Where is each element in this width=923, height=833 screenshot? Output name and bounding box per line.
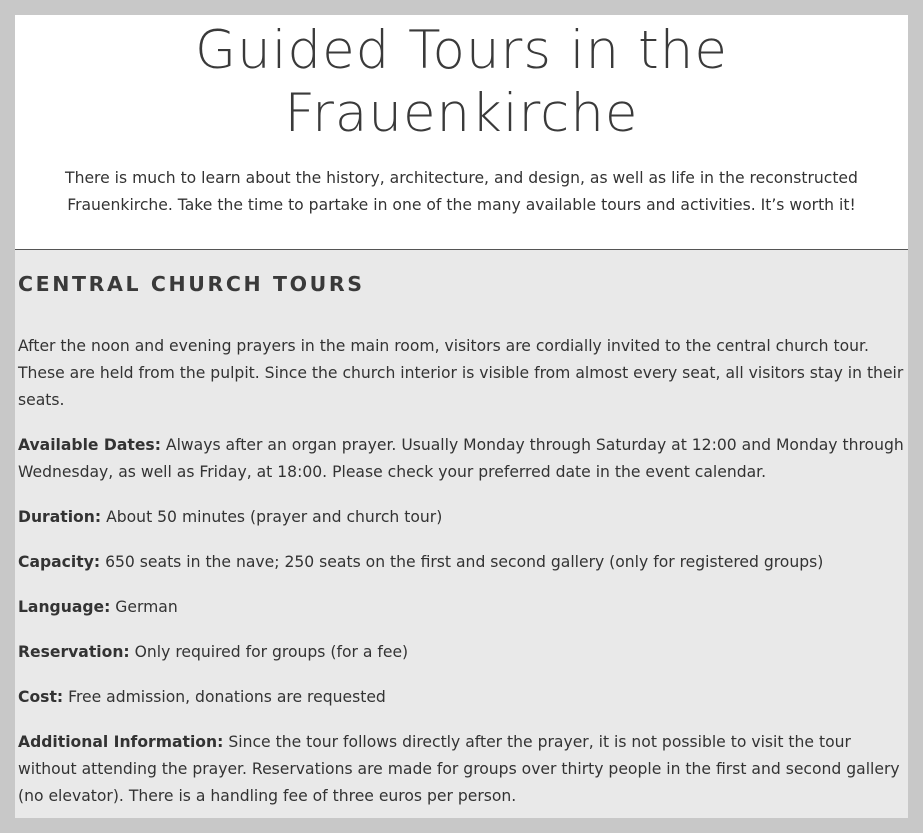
field-value: Always after an organ prayer. Usually Monday through Saturday at 12:00 and Monday through Wednesday, as well as Friday, at 18:00. Please check your preferred date in the event calendar. [18, 436, 904, 481]
field-label: Cost: [18, 688, 64, 706]
page-title: Guided Tours in the Frauenkirche [195, 20, 728, 144]
field-label: Additional Information: [18, 733, 224, 751]
section-description: After the noon and evening prayers in the main room, visitors are cordially invited to the central church tour. These are held from the pulpit. Since the church interior is visible from almost every seat, all visitors stay in their seats. [18, 337, 904, 409]
field-label: Duration: [18, 508, 102, 526]
field-cost [18, 684, 908, 711]
field-label: Capacity: [18, 553, 101, 571]
field-capacity [18, 549, 908, 576]
field-reservation [18, 639, 908, 666]
field-duration [18, 504, 908, 531]
field-value: Only required for groups (for a fee) [134, 643, 409, 661]
tour-section [15, 250, 908, 810]
field-label: Available Dates: [18, 436, 161, 454]
field-label: Reservation: [18, 643, 130, 661]
field-additional-information [18, 729, 908, 810]
field-value: Free admission, donations are requested [68, 688, 386, 706]
field-label: Language: [18, 598, 111, 616]
field-value: About 50 minutes (prayer and church tour) [106, 508, 443, 526]
page-header [15, 15, 908, 250]
field-language [18, 594, 908, 621]
field-value: 650 seats in the nave; 250 seats on the first and second gallery (only for registered groups) [105, 553, 824, 571]
section-heading: CENTRAL CHURCH TOURS [18, 272, 365, 296]
field-value: Since the tour follows directly after the prayer, it is not possible to visit the tour without attending the prayer. Reservations are made for groups over thirty people in the first and second gallery (no elevator). There is a handling fee of three euros per person. [18, 733, 900, 805]
field-available-dates [18, 432, 908, 486]
page-container [15, 15, 908, 818]
intro-text: There is much to learn about the history, architecture, and design, as well as life in the reconstructed Frauenkirche. Take the time to partake in one of the many available tours and activities. It’s worth it! [65, 169, 858, 214]
field-value: German [115, 598, 178, 616]
